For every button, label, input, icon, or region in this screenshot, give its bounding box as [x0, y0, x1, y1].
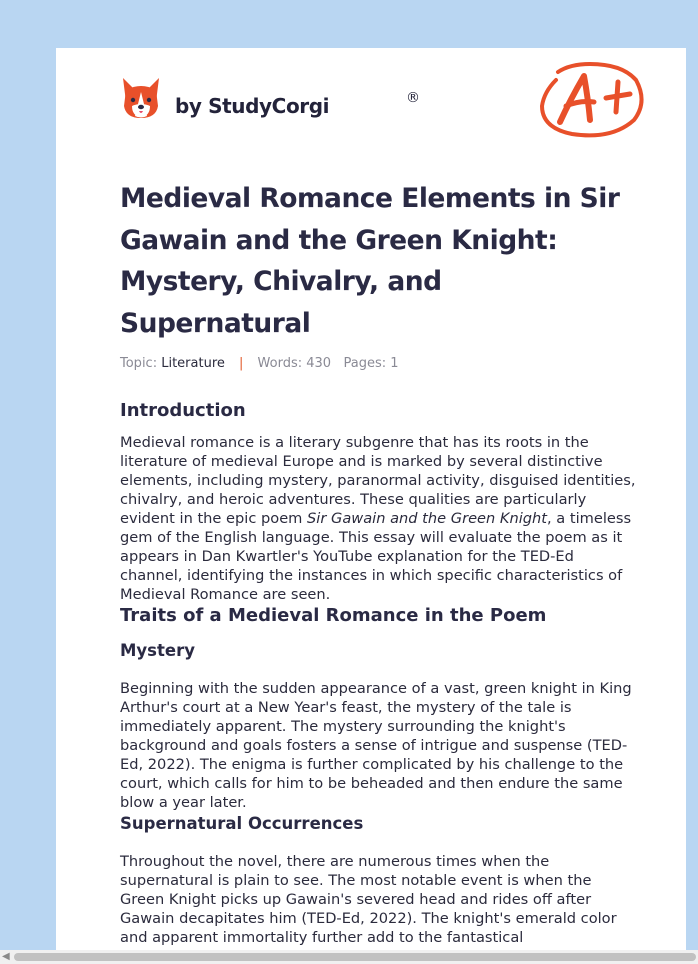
article	[120, 178, 640, 947]
grade-label: A+	[536, 58, 538, 59]
traits-heading: Traits of a Medieval Romance in the Poem	[120, 605, 547, 626]
article-meta	[120, 356, 640, 371]
intro-text-part2: , a timeless gem of the English language. This essay will evaluate the poem as it appears in Dan Kwartler's YouTube explanation for the TED-Ed channel, identifying the instances in which specific characteristics of Medieval Romance are seen.	[120, 510, 632, 603]
corgi-icon	[120, 76, 162, 120]
horizontal-scrollbar[interactable]	[0, 950, 698, 964]
words-count: 430	[306, 356, 332, 371]
registered-mark: ®	[406, 90, 420, 106]
words-label: Words:	[257, 356, 303, 371]
supernatural-heading: Supernatural Occurrences	[120, 814, 364, 833]
logo-text: by StudyCorgi	[175, 94, 330, 118]
topic-link[interactable]: Literature	[161, 356, 225, 371]
a-plus-grade-badge	[536, 58, 646, 140]
introduction-heading: Introduction	[120, 400, 246, 421]
introduction-paragraph	[120, 433, 640, 604]
mystery-paragraph: Beginning with the sudden appearance of a vast, green knight in King Arthur's court at a New Year's feast, the mystery of the tale is immediately apparent. The mystery surrounding the knight's background and goals fosters a sense of intrigue and suspense (TED-Ed, 2022). The enigma is further complicated by his challenge to the court, which calls for him to be beheaded and then endure the same blow a year later.	[120, 680, 632, 811]
article-title: Medieval Romance Elements in Sir Gawain and the Green Knight: Mystery, Chivalry, and Supernatural	[120, 183, 620, 339]
scrollbar-thumb[interactable]	[14, 953, 696, 961]
mystery-heading: Mystery	[120, 641, 195, 660]
supernatural-paragraph: Throughout the novel, there are numerous times when the supernatural is plain to see. The most notable event is when the Green Knight picks up Gawain's severed head and rides off after Gawain decapitates him (TED-Ed, 2022). The knight's emerald color and apparent immortality further add to the fantastical	[120, 853, 617, 946]
topic-label: Topic:	[120, 356, 158, 371]
pages-count: 1	[390, 356, 399, 371]
poem-title-italic: Sir Gawain and the Green Knight	[307, 510, 548, 527]
scroll-left-arrow-icon[interactable]: ◀	[2, 951, 10, 962]
document-page	[56, 48, 686, 950]
pages-label: Pages:	[343, 356, 387, 371]
meta-separator: |	[239, 356, 244, 371]
intro-text-part1: Medieval romance is a literary subgenre that has its roots in the literature of medieval Europe and is marked by several distinctive elements, including mystery, paranormal activity, disguised identities, chivalry, and heroic adventures. These qualities are particularly evident in the epic poem	[120, 434, 636, 527]
